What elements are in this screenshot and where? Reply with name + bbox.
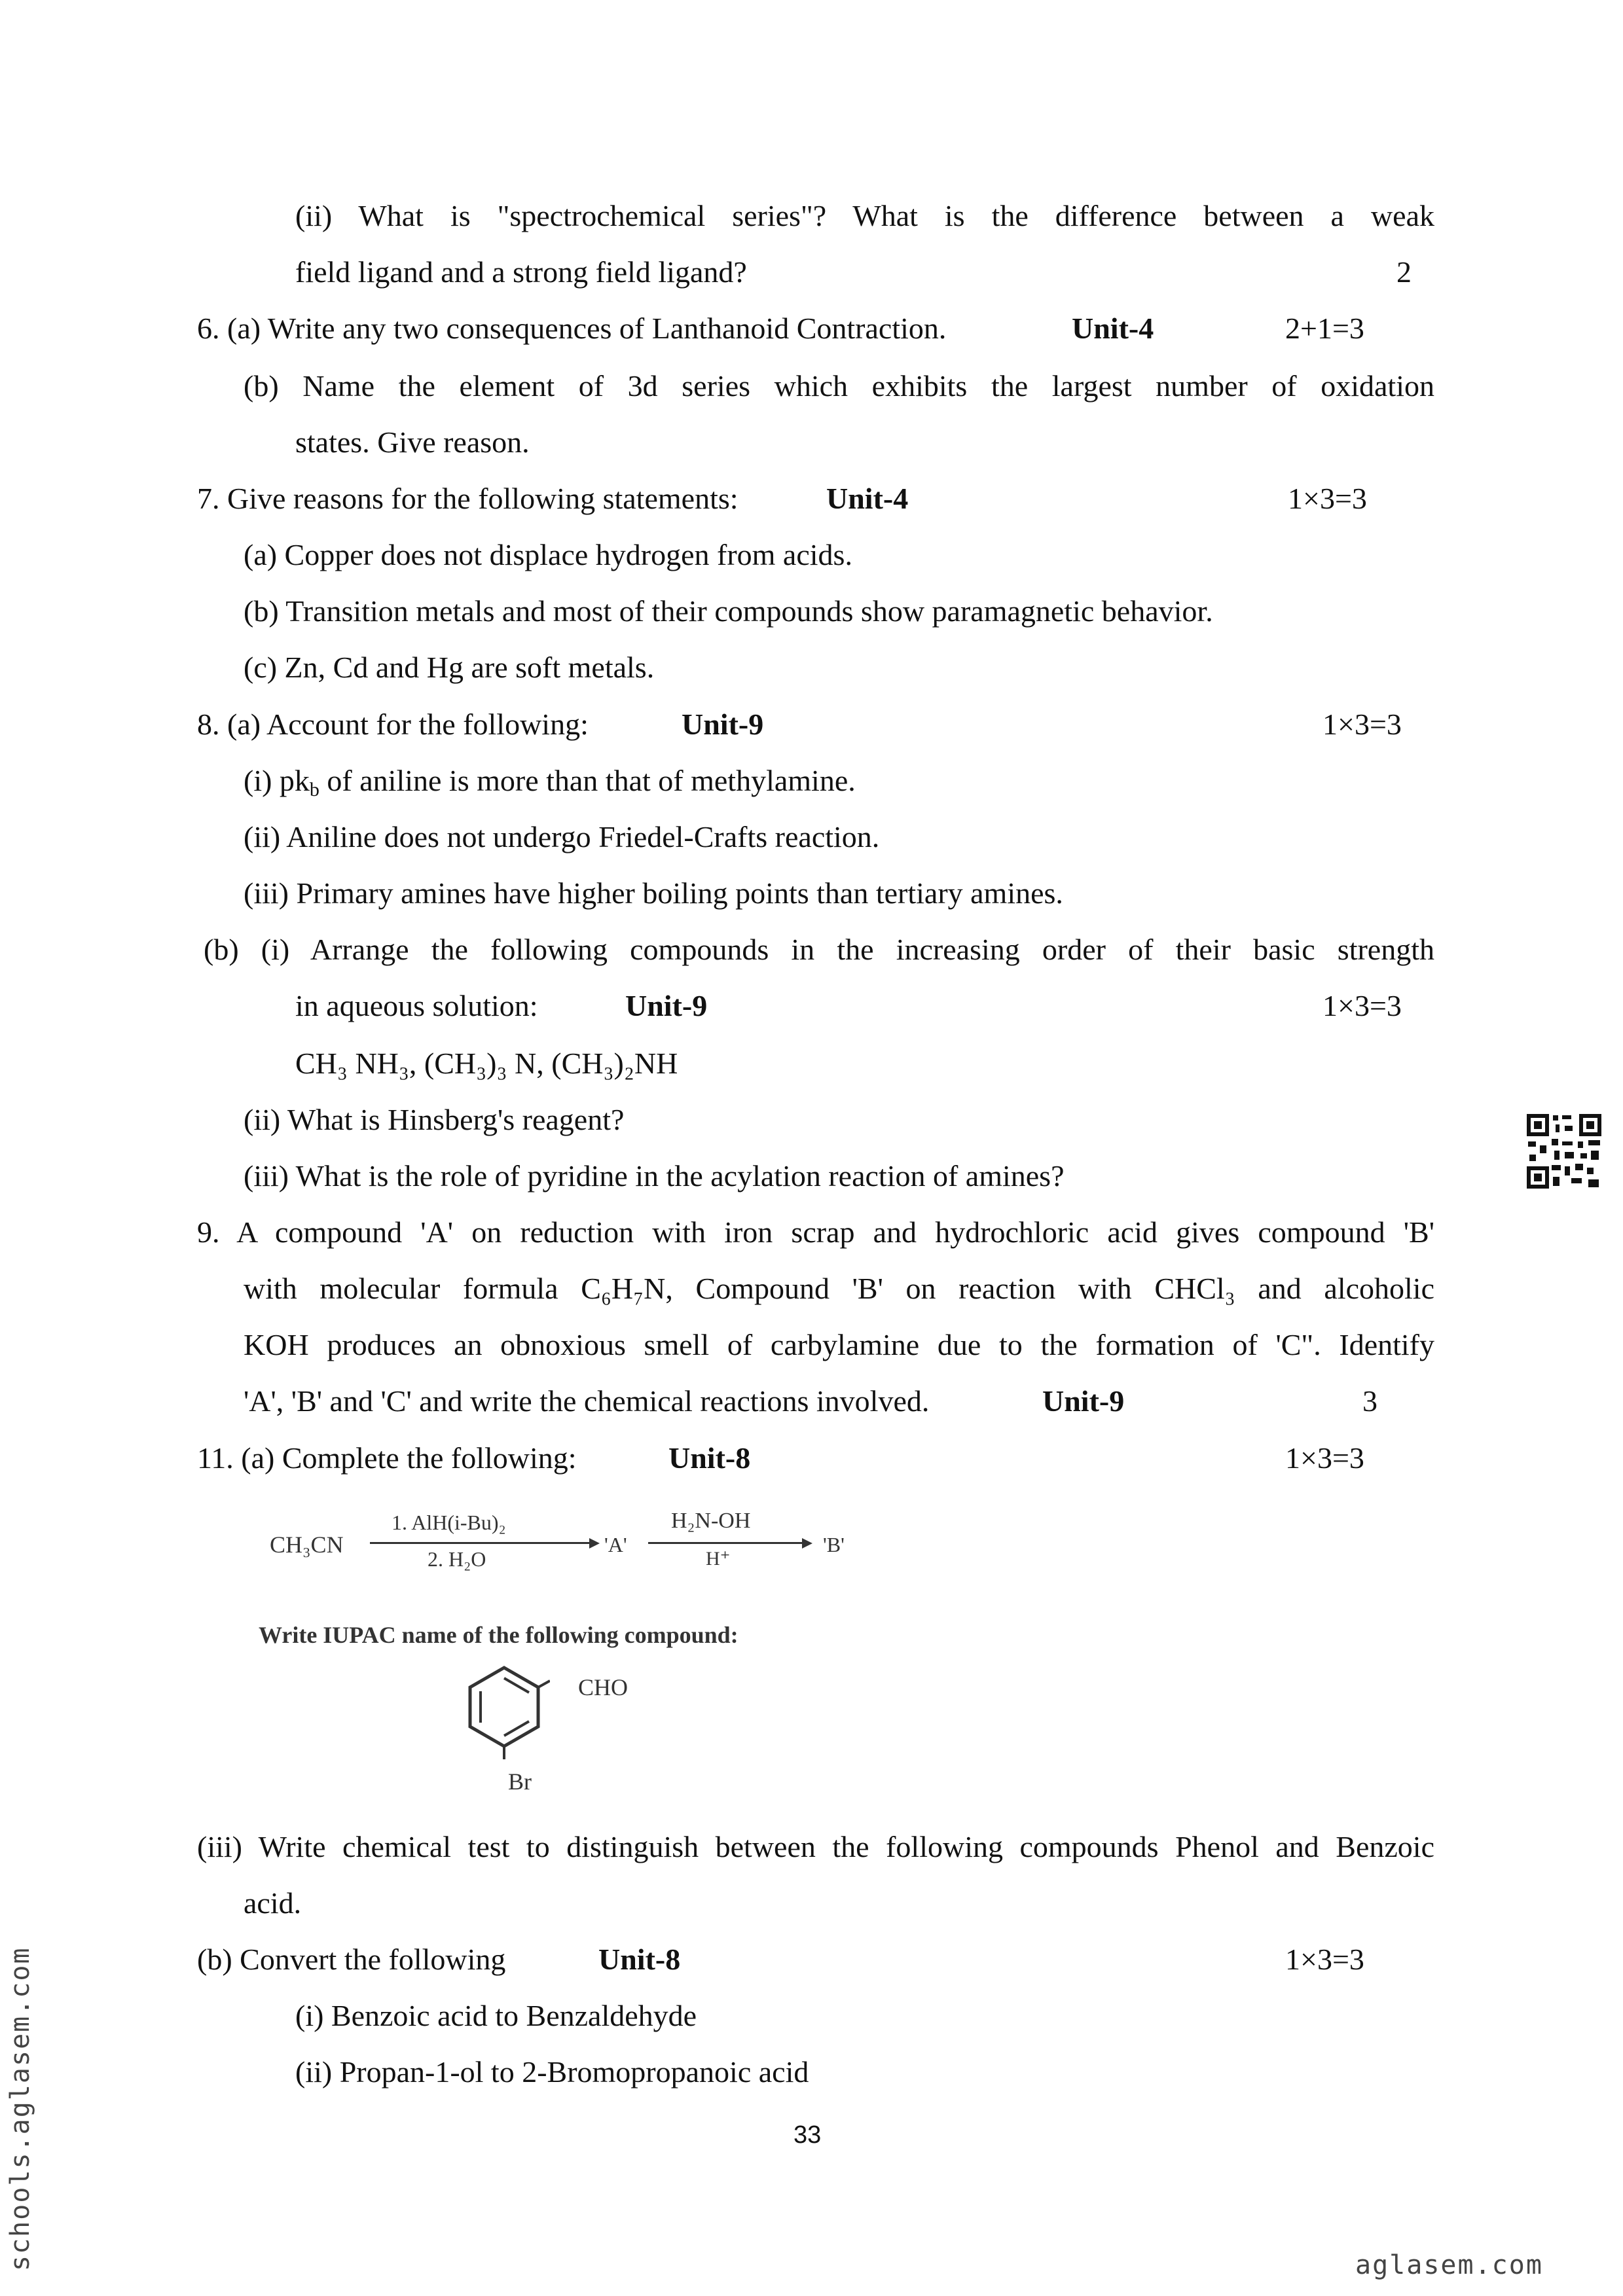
q9-unit: Unit-9 [1042,1384,1125,1418]
q8-unit-b: Unit-9 [625,989,708,1022]
q8-marks-b: 1×3=3 [1322,989,1402,1022]
q9-line3: KOH produces an obnoxious smell of carbylamine due to the formation of 'C". Identify [244,1328,1434,1361]
q8-a-iii: (iii) Primary amines have higher boiling points than tertiary amines. [244,876,1063,910]
substituent-cho: CHO [578,1674,629,1700]
benzene-ring-structure [458,1662,550,1761]
watermark-corner: aglasem.com [1355,2250,1543,2280]
reaction-scheme [259,1505,874,1577]
reactant: CH₃CN [270,1532,344,1558]
q9-marks: 3 [1362,1384,1377,1418]
page-number: 33 [793,2121,822,2149]
q8-a-ii: (ii) Aniline does not undergo Friedel-Crafts reaction. [244,820,880,853]
q8-b-iii: (iii) What is the role of pyridine in the acylation reaction of amines? [244,1159,1065,1193]
q11-iii-line2: acid. [244,1886,302,1920]
q11-marks-b: 1×3=3 [1285,1943,1364,1976]
q11-b-ii: (ii) Propan-1-ol to 2-Bromopropanoic acid [295,2055,809,2089]
q7-unit: Unit-4 [826,482,909,515]
q7-text: 7. Give reasons for the following statements: [197,482,739,515]
intermediate: 'A' [604,1533,627,1556]
q11-unit-b: Unit-8 [598,1943,681,1976]
q6-a-text: 6. (a) Write any two consequences of Lanthanoid Contraction. [197,312,947,345]
q6-b-line2: states. Give reason. [295,425,530,459]
q8-a-text: 8. (a) Account for the following: [197,708,589,741]
q7-c: (c) Zn, Cd and Hg are soft metals. [244,651,655,684]
q8-formula: CH₃ NH₃, (CH₃)₃ N, (CH₃)₂NH [295,1047,678,1080]
q9-line2: with molecular formula C₆H₇N, Compound 'B' on reaction with CHCl₃ and alcoholic [244,1272,1434,1305]
q8-b-ii: (ii) What is Hinsberg's reagent? [244,1103,625,1136]
q5-ii-line2: field ligand and a strong field ligand? [295,255,747,289]
product: 'B' [823,1533,845,1556]
q11-a-text: 11. (a) Complete the following: [197,1441,577,1475]
q8-b-line2: in aqueous solution: [295,989,538,1022]
q8-a-i-pre: (i) pk [244,764,310,797]
q8-unit-a: Unit-9 [682,708,764,741]
substituent-br: Br [508,1768,532,1795]
q7-marks: 1×3=3 [1288,482,1367,515]
iupac-prompt: Write IUPAC name of the following compound: [259,1622,739,1648]
q5-ii-marks: 2 [1396,255,1412,289]
q8-a-i [244,761,856,800]
q9-line1: 9. A compound 'A' on reduction with iron scrap and hydrochloric acid gives compound 'B' [197,1215,1434,1249]
q8-a-i-post: of aniline is more than that of methylamine. [319,764,856,797]
step2-bottom: H⁺ [706,1548,731,1570]
qr-code-icon [1525,1113,1603,1190]
q6-marks: 2+1=3 [1285,312,1364,345]
q11-unit-a: Unit-8 [668,1441,751,1475]
q8-a-i-sub: b [309,779,319,800]
arrow-1-head [589,1538,600,1549]
q11-b-i: (i) Benzoic acid to Benzaldehyde [295,1999,697,2032]
q9-line4: 'A', 'B' and 'C' and write the chemical reactions involved. [244,1384,930,1418]
q11-b-text: (b) Convert the following [197,1943,506,1976]
q7-b: (b) Transition metals and most of their compounds show paramagnetic behavior. [244,594,1213,628]
step1-top: 1. AlH(i-Bu)₂ [392,1511,506,1534]
q6-unit: Unit-4 [1072,312,1154,345]
arrow-2-head [802,1538,812,1549]
step1-bottom: 2. H₂O [428,1547,486,1571]
q6-b-line1: (b) Name the element of 3d series which exhibits the largest number of oxidation [244,369,1434,403]
step2-top: H₂N-OH [671,1509,751,1533]
q11-iii-line1: (iii) Write chemical test to distinguish between the following compounds Phenol and Benzoic [197,1830,1434,1863]
q8-marks-a: 1×3=3 [1322,708,1402,741]
watermark-side: schools.aglasem.com [5,1946,35,2271]
q11-marks-a: 1×3=3 [1285,1441,1364,1475]
q7-a: (a) Copper does not displace hydrogen from acids. [244,538,852,571]
q8-b-line1: (b) (i) Arrange the following compounds in the increasing order of their basic strength [204,933,1434,966]
q5-ii-line1: (ii) What is "spectrochemical series"? What is the difference between a weak [295,199,1434,232]
